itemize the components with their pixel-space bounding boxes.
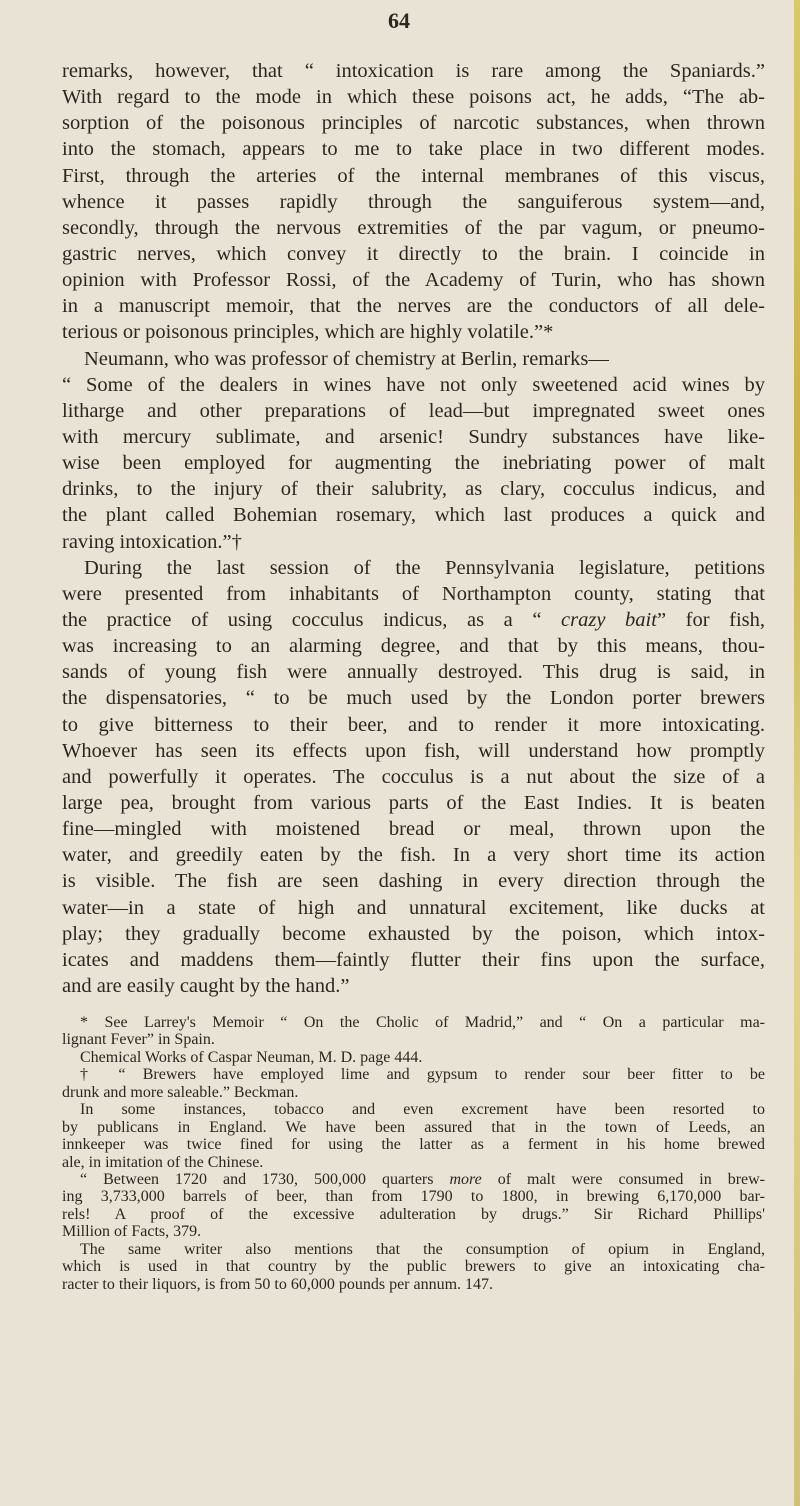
text-line: “ Some of the dealers in wines have not only sweetened acid wines by xyxy=(62,373,765,396)
text-line xyxy=(62,607,765,633)
footnote-line: rels! A proof of the excessive adulteration by drugs.” Sir Richard Phillips' xyxy=(62,1205,765,1223)
text-segment: the practice of using cocculus indicus, as a “ xyxy=(62,608,562,631)
footnote-line: by publicans in England. We have been assured that in the town of Leeds, an xyxy=(62,1118,765,1136)
footnotes xyxy=(62,1014,765,1293)
text-line: in a manuscript memoir, that the nerves are the conductors of all dele- xyxy=(62,295,765,318)
text-line: water—in a state of high and unnatural excitement, like ducks at xyxy=(62,896,765,919)
text-line: wise been employed for augmenting the inebriating power of malt xyxy=(62,452,765,475)
text-line: During the last session of the Pennsylvania legislature, petitions xyxy=(84,556,765,579)
text-line: Neumann, who was professor of chemistry at Berlin, remarks— xyxy=(84,347,609,370)
text-line: large pea, brought from various parts of the East Indies. It is beaten xyxy=(62,791,765,814)
text-line: terious or poisonous principles, which are highly volatile.”* xyxy=(62,321,554,344)
footnote-line: * See Larrey's Memoir “ On the Cholic of Madrid,” and “ On a particular ma- xyxy=(80,1014,765,1031)
text-line: into the stomach, appears to me to take place in two different modes. xyxy=(62,138,765,161)
footnote-line: ing 3,733,000 barrels of beer, than from 1790 to 1800, in brewing 6,170,000 bar- xyxy=(62,1188,765,1206)
text-line: play; they gradually become exhausted by the poison, which intox- xyxy=(62,922,765,945)
text-line: the plant called Bohemian rosemary, which last produces a quick and xyxy=(62,504,765,527)
text-line: Whoever has seen its effects upon fish, will understand how promptly xyxy=(62,739,765,762)
footnote-line: Million of Facts, 379. xyxy=(62,1223,202,1241)
footnote-line: which is used in that country by the public brewers to give an intoxicating cha- xyxy=(62,1258,765,1276)
text-line: whence it passes rapidly through the sanguiferous system—and, xyxy=(62,190,765,213)
text-line: remarks, however, that “ intoxication is rare among the Spaniards.” xyxy=(62,60,765,82)
footnote-line xyxy=(62,1171,765,1188)
text-line: were presented from inhabitants of Northampton county, stating that xyxy=(62,582,765,605)
text-line: drinks, to the injury of their salubrity, as clary, cocculus indicus, and xyxy=(62,478,765,501)
text-line: and powerfully it operates. The cocculus is a nut about the size of a xyxy=(62,765,765,788)
footnote-line: drunk and more saleable.” Beckman. xyxy=(62,1083,299,1101)
text-segment: of malt were consumed in brew- xyxy=(481,1170,766,1188)
text-line: water, and greedily eaten by the fish. In a very short time its action xyxy=(62,844,765,867)
text-line: First, through the arteries of the internal membranes of this viscus, xyxy=(62,164,765,187)
footnote-line: The same writer also mentions that the consumption of opium in England, xyxy=(80,1240,765,1258)
footnote-line: In some instances, tobacco and even excrement have been resorted to xyxy=(80,1101,765,1119)
text-line: raving intoxication.”† xyxy=(62,530,242,553)
text-line: with mercury sublimate, and arsenic! Sundry substances have like- xyxy=(62,425,765,448)
footnote-line: ale, in imitation of the Chinese. xyxy=(62,1153,264,1171)
italic-text: crazy bait xyxy=(561,608,657,631)
text-line: sands of young fish were annually destroyed. This drug is said, in xyxy=(62,661,765,684)
footnote-line: lignant Fever” in Spain. xyxy=(62,1031,215,1049)
text-line: litharge and other preparations of lead—but impregnated sweet ones xyxy=(62,399,765,422)
text-line: sorption of the poisonous principles of narcotic substances, when thrown xyxy=(62,112,765,135)
text-line: secondly, through the nervous extremities of the par vagum, or pneumo- xyxy=(62,216,765,239)
text-line: was increasing to an alarming degree, and that by this means, thou- xyxy=(62,635,765,658)
text-segment: “ Between 1720 and 1730, 500,000 quarters xyxy=(80,1170,450,1188)
text-line: and are easily caught by the hand.” xyxy=(62,974,350,997)
footnote-line: innkeeper was twice fined for using the latter as a ferment in his home brewed xyxy=(62,1136,765,1154)
text-line: is visible. The fish are seen dashing in every direction through the xyxy=(62,870,765,893)
footnote-line: † “ Brewers have employed lime and gypsum to render sour beer fitter to be xyxy=(80,1066,765,1084)
text-line: With regard to the mode in which these poisons act, he adds, “The ab- xyxy=(62,86,765,109)
text-line: gastric nerves, which convey it directly to the brain. I coincide in xyxy=(62,242,765,265)
text-line: the dispensatories, “ to be much used by the London porter brewers xyxy=(62,687,765,710)
footnote-line: Chemical Works of Caspar Neuman, M. D. page 444. xyxy=(80,1048,423,1066)
text-line: icates and maddens them—faintly flutter their fins upon the surface, xyxy=(62,948,765,971)
text-line: to give bitterness to their beer, and to render it more intoxicating. xyxy=(62,713,765,736)
page-edge xyxy=(794,0,800,1506)
body-text xyxy=(62,58,765,999)
text-line: opinion with Professor Rossi, of the Academy of Turin, who has shown xyxy=(62,269,765,292)
text-segment: ” for fish, xyxy=(656,608,765,631)
text-line: fine—mingled with moistened bread or meal, thrown upon the xyxy=(62,818,765,841)
italic-text: more xyxy=(449,1170,482,1188)
page-number: 64 xyxy=(388,8,410,33)
footnote-line: racter to their liquors, is from 50 to 60,000 pounds per annum. 147. xyxy=(62,1275,494,1293)
